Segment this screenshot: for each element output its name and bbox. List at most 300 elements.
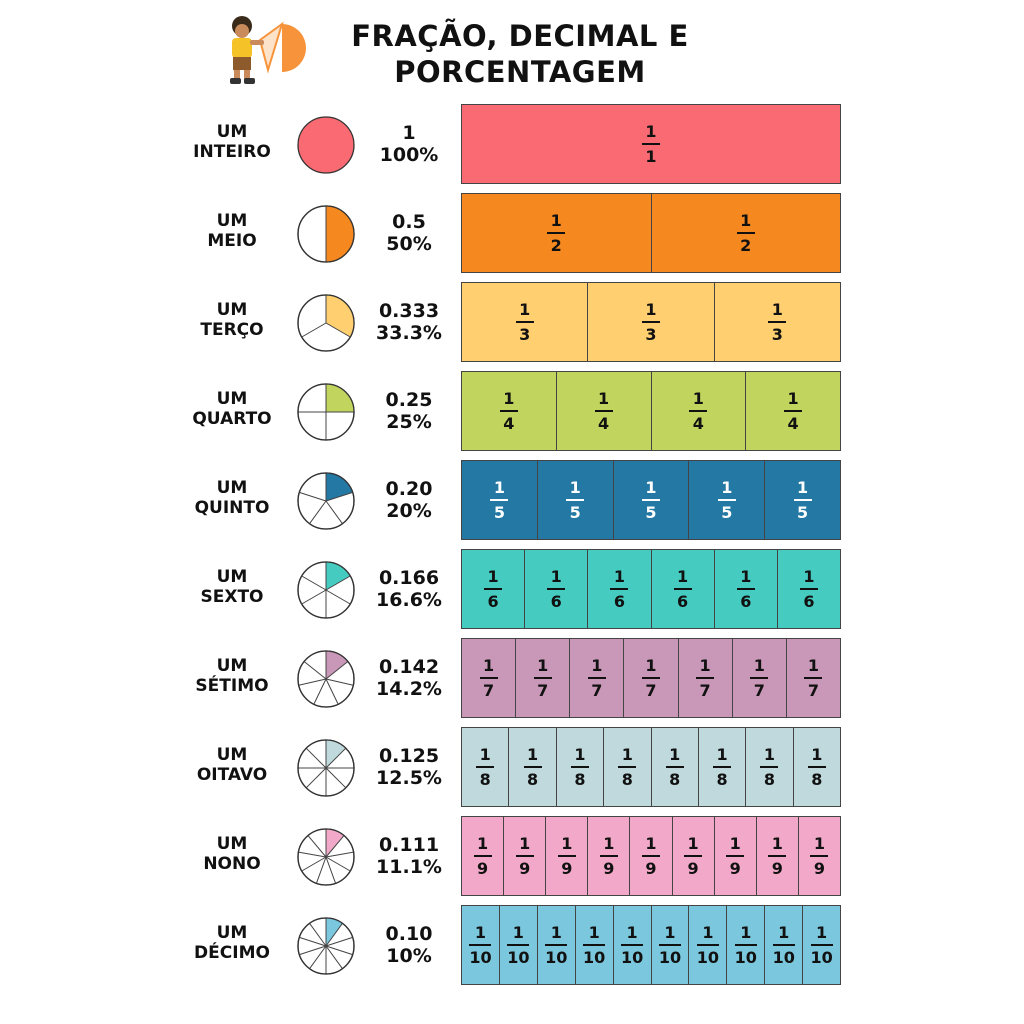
fraction-label <box>642 122 660 166</box>
fraction-bar-segment <box>545 817 587 895</box>
fraction-numerator: 1 <box>677 567 689 586</box>
fraction-denominator: 1 <box>645 147 657 166</box>
fraction-label <box>689 389 707 433</box>
fraction-line <box>583 944 605 946</box>
fraction-numerator: 1 <box>816 923 828 942</box>
fraction-pie <box>296 916 356 976</box>
fraction-line <box>476 766 494 768</box>
fraction-denominator: 4 <box>692 414 704 433</box>
fraction-denominator: 2 <box>550 236 562 255</box>
fraction-bar-segment <box>508 728 555 806</box>
fraction-bar-segment <box>678 639 732 717</box>
page-title <box>300 18 740 90</box>
fraction-denominator: 10 <box>545 948 568 967</box>
fraction-bar-segment <box>688 906 726 984</box>
fraction-bar-segment <box>613 906 651 984</box>
fraction-numerator: 1 <box>778 923 790 942</box>
fraction-denominator: 7 <box>753 681 765 700</box>
fraction-label <box>760 745 778 789</box>
fraction-bar <box>461 549 841 629</box>
fraction-numerator: 1 <box>687 834 699 853</box>
fraction-denominator: 7 <box>591 681 603 700</box>
fraction-line <box>713 766 731 768</box>
fraction-denominator: 8 <box>574 770 586 789</box>
fraction-denominator: 7 <box>807 681 819 700</box>
fraction-label <box>547 211 565 255</box>
fraction-numerator: 1 <box>811 745 823 764</box>
fraction-denominator: 10 <box>507 948 530 967</box>
fraction-label <box>610 567 628 611</box>
fraction-denominator: 6 <box>740 592 752 611</box>
fraction-line <box>547 588 565 590</box>
fraction-line <box>642 143 660 145</box>
fraction-line <box>490 499 508 501</box>
fraction-line <box>750 677 768 679</box>
fraction-label <box>476 745 494 789</box>
fraction-values <box>366 656 452 700</box>
fraction-numerator: 1 <box>561 834 573 853</box>
fraction-line <box>642 677 660 679</box>
decimal-value: 0.25 <box>385 389 433 411</box>
fraction-numerator: 1 <box>702 923 714 942</box>
fraction-denominator: 4 <box>787 414 799 433</box>
fraction-numerator: 1 <box>645 122 657 141</box>
fraction-bar-segment <box>793 728 840 806</box>
fraction-label <box>583 923 605 967</box>
fraction-numerator: 1 <box>537 656 549 675</box>
fraction-line <box>804 677 822 679</box>
fraction-name-line-2: QUARTO <box>192 409 272 429</box>
fraction-denominator: 8 <box>479 770 491 789</box>
fraction-denominator: 7 <box>645 681 657 700</box>
fraction-label <box>524 745 542 789</box>
fraction-denominator: 6 <box>803 592 815 611</box>
fraction-label <box>737 211 755 255</box>
fraction-label <box>547 567 565 611</box>
decimal-value: 0.125 <box>378 745 440 767</box>
fraction-denominator: 8 <box>811 770 823 789</box>
fraction-numerator: 1 <box>476 834 489 853</box>
fraction-numerator: 1 <box>550 567 562 586</box>
fraction-name-line-2: QUINTO <box>194 498 270 518</box>
fraction-values <box>366 478 452 522</box>
fraction-line <box>810 855 828 857</box>
fraction-line <box>642 855 660 857</box>
fraction-bar-segment <box>802 906 840 984</box>
fraction-name <box>180 389 284 429</box>
fraction-bar-segment <box>745 728 792 806</box>
fraction-label <box>484 567 502 611</box>
fraction-label <box>735 923 757 967</box>
percent-value: 100% <box>379 144 439 166</box>
fraction-line <box>735 944 757 946</box>
fraction-bar <box>461 193 841 273</box>
fraction-denominator: 10 <box>734 948 757 967</box>
fraction-numerator: 1 <box>645 478 657 497</box>
fraction-bar-segment <box>714 283 840 361</box>
title-line-1: FRAÇÃO, DECIMAL E <box>351 19 689 53</box>
fraction-line <box>595 410 613 412</box>
fraction-line <box>718 499 736 501</box>
fraction-line <box>516 321 534 323</box>
pie-circle <box>298 117 354 173</box>
fraction-bar-segment <box>462 728 508 806</box>
fraction-numerator: 1 <box>813 834 825 853</box>
fraction-line <box>480 677 498 679</box>
fraction-denominator: 8 <box>716 770 728 789</box>
fraction-numerator: 1 <box>740 923 752 942</box>
fraction-numerator: 1 <box>621 745 633 764</box>
fraction-bar-segment <box>556 728 603 806</box>
fraction-denominator: 9 <box>687 859 699 878</box>
fraction-numerator: 1 <box>526 745 539 764</box>
fraction-bar-segment <box>569 639 623 717</box>
fraction-bar-segment <box>462 283 587 361</box>
fraction-denominator: 10 <box>583 948 606 967</box>
fraction-denominator: 10 <box>658 948 682 967</box>
fraction-denominator: 6 <box>487 592 499 611</box>
fraction-line <box>794 499 812 501</box>
fraction-line <box>618 766 636 768</box>
fraction-numerator: 1 <box>740 567 752 586</box>
fraction-denominator: 10 <box>620 948 644 967</box>
fraction-label <box>595 389 613 433</box>
fraction-label <box>666 745 684 789</box>
fraction-name <box>180 834 284 874</box>
fraction-label <box>768 834 786 878</box>
fraction-bar-segment <box>623 639 677 717</box>
fraction-bar-segment <box>587 550 650 628</box>
percent-value: 11.1% <box>376 856 442 878</box>
fraction-line <box>684 855 702 857</box>
fraction-label <box>558 834 576 878</box>
fraction-numerator: 1 <box>664 923 676 942</box>
fraction-name-line-1: UM <box>216 656 248 676</box>
fraction-name-line-1: UM <box>216 300 248 320</box>
fraction-line <box>696 677 714 679</box>
fraction-values <box>366 300 452 344</box>
fraction-bar <box>461 638 841 718</box>
fraction-name-line-2: SEXTO <box>200 587 264 607</box>
fraction-denominator: 4 <box>598 414 610 433</box>
fraction-line <box>484 588 502 590</box>
fraction-bar-segment <box>688 461 764 539</box>
fraction-denominator: 9 <box>645 859 657 878</box>
fraction-line <box>784 410 802 412</box>
fraction-line <box>773 944 795 946</box>
fraction-denominator: 9 <box>771 859 783 878</box>
fraction-name-line-1: UM <box>216 389 248 409</box>
fraction-bar-segment <box>462 550 524 628</box>
decimal-value: 0.5 <box>392 211 426 233</box>
fraction-denominator: 6 <box>677 592 689 611</box>
fraction-line <box>524 766 542 768</box>
fraction-line <box>558 855 576 857</box>
fraction-denominator: 3 <box>519 325 531 344</box>
fraction-bar-segment <box>651 728 698 806</box>
fraction-numerator: 1 <box>550 923 562 942</box>
fraction-pie <box>296 382 356 442</box>
fraction-numerator: 1 <box>771 300 783 319</box>
fraction-denominator: 9 <box>813 859 825 878</box>
fraction-bar-segment <box>672 817 714 895</box>
fraction-line <box>500 410 518 412</box>
fraction-numerator: 1 <box>591 656 603 675</box>
fraction-label <box>642 834 660 878</box>
fraction-numerator: 1 <box>807 656 819 675</box>
fraction-bar-segment <box>587 283 713 361</box>
fraction-bar-segment <box>698 728 745 806</box>
fraction-denominator: 10 <box>469 948 492 967</box>
fraction-pie <box>296 204 356 264</box>
fraction-denominator: 5 <box>645 503 657 522</box>
percent-value: 10% <box>386 945 432 967</box>
fraction-numerator: 1 <box>645 656 657 675</box>
fraction-line <box>659 944 681 946</box>
fraction-numerator: 1 <box>598 389 610 408</box>
fraction-label <box>621 923 643 967</box>
fraction-numerator: 1 <box>487 567 499 586</box>
fraction-denominator: 7 <box>482 681 495 700</box>
fraction-numerator: 1 <box>699 656 711 675</box>
title-line-2: PORCENTAGEM <box>394 55 646 89</box>
fraction-pie <box>296 649 356 709</box>
fraction-denominator: 9 <box>519 859 531 878</box>
fraction-line <box>566 499 584 501</box>
fraction-numerator: 1 <box>669 745 681 764</box>
fraction-bar-segment <box>575 906 613 984</box>
fraction-bar-segment <box>732 639 786 717</box>
fraction-bar-segment <box>587 817 629 895</box>
fraction-numerator: 1 <box>574 745 586 764</box>
fraction-bar-segment <box>651 906 689 984</box>
fraction-denominator: 3 <box>771 325 783 344</box>
fraction-numerator: 1 <box>771 834 783 853</box>
percent-value: 25% <box>386 411 432 433</box>
fraction-numerator: 1 <box>787 389 799 408</box>
fraction-denominator: 9 <box>561 859 573 878</box>
fraction-numerator: 1 <box>519 834 531 853</box>
fraction-line <box>737 588 755 590</box>
fraction-label <box>684 834 702 878</box>
fraction-label <box>534 656 552 700</box>
fraction-label <box>500 389 518 433</box>
fraction-denominator: 7 <box>537 681 549 700</box>
fraction-numerator: 1 <box>753 656 765 675</box>
fraction-bar <box>461 460 841 540</box>
percent-value: 33.3% <box>376 322 442 344</box>
fraction-name <box>180 122 284 162</box>
fraction-name <box>180 923 284 963</box>
fraction-denominator: 8 <box>763 770 775 789</box>
fraction-numerator: 1 <box>645 300 657 319</box>
fraction-denominator: 6 <box>550 592 562 611</box>
fraction-label <box>784 389 802 433</box>
fraction-numerator: 1 <box>493 478 505 497</box>
fraction-line <box>674 588 692 590</box>
fraction-bar-segment <box>462 461 537 539</box>
fraction-denominator: 8 <box>526 770 539 789</box>
fraction-name <box>180 211 284 251</box>
fraction-name-line-2: SÉTIMO <box>195 676 269 696</box>
fraction-denominator: 8 <box>669 770 681 789</box>
fraction-line <box>689 410 707 412</box>
fraction-numerator: 1 <box>721 478 733 497</box>
fraction-bar-segment <box>629 817 671 895</box>
fraction-label <box>642 656 660 700</box>
fraction-label <box>545 923 567 967</box>
fraction-label <box>810 923 832 967</box>
fraction-line <box>800 588 818 590</box>
fraction-bar-segment <box>462 906 499 984</box>
percent-value: 50% <box>386 233 432 255</box>
kid-with-pie-illustration <box>214 12 314 86</box>
fraction-name <box>180 478 284 518</box>
fraction-pie <box>296 471 356 531</box>
fraction-label <box>516 834 534 878</box>
fraction-line <box>737 232 755 234</box>
fraction-bar-segment <box>714 817 756 895</box>
fraction-line <box>507 944 529 946</box>
fraction-pie <box>296 560 356 620</box>
fraction-bar-segment <box>515 639 569 717</box>
fraction-numerator: 1 <box>740 211 752 230</box>
fraction-bar-segment <box>556 372 651 450</box>
percent-value: 16.6% <box>376 589 442 611</box>
fraction-denominator: 10 <box>772 948 795 967</box>
fraction-line <box>726 855 744 857</box>
fraction-values <box>366 923 452 967</box>
pie-filled-slice <box>326 206 354 262</box>
fraction-denominator: 4 <box>503 414 515 433</box>
fraction-line <box>474 855 492 857</box>
fraction-denominator: 9 <box>603 859 615 878</box>
fraction-denominator: 7 <box>699 681 711 700</box>
decimal-value: 0.166 <box>378 567 440 589</box>
fraction-bar-segment <box>537 906 575 984</box>
fraction-denominator: 2 <box>740 236 752 255</box>
fraction-line <box>808 766 826 768</box>
fraction-bar-segment <box>503 817 545 895</box>
fraction-numerator: 1 <box>503 389 515 408</box>
fraction-values <box>366 211 452 255</box>
fraction-bar <box>461 816 841 896</box>
fraction-line <box>760 766 778 768</box>
fraction-line <box>547 232 565 234</box>
fraction-line <box>666 766 684 768</box>
fraction-label <box>696 656 714 700</box>
fraction-label <box>773 923 795 967</box>
decimal-value: 0.10 <box>385 923 433 945</box>
fraction-name-line-2: TERÇO <box>200 320 264 340</box>
fraction-line <box>600 855 618 857</box>
fraction-label <box>490 478 508 522</box>
fraction-denominator: 6 <box>613 592 625 611</box>
fraction-bar-segment <box>499 906 537 984</box>
fraction-label <box>810 834 828 878</box>
fraction-numerator: 1 <box>550 211 562 230</box>
fraction-bar-segment <box>651 194 841 272</box>
fraction-numerator: 1 <box>512 923 524 942</box>
fraction-numerator: 1 <box>763 745 775 764</box>
fraction-bar <box>461 905 841 985</box>
fraction-line <box>697 944 719 946</box>
fraction-name-line-1: UM <box>216 478 248 498</box>
fraction-denominator: 9 <box>729 859 741 878</box>
fraction-bar-segment <box>651 372 746 450</box>
fraction-pie <box>296 738 356 798</box>
fraction-label <box>794 478 812 522</box>
fraction-label <box>507 923 529 967</box>
decimal-value: 1 <box>402 122 416 144</box>
decimal-value: 0.333 <box>378 300 440 322</box>
fraction-denominator: 10 <box>810 948 833 967</box>
fraction-numerator: 1 <box>474 923 487 942</box>
fraction-label <box>618 745 636 789</box>
fraction-label <box>516 300 534 344</box>
fraction-name-line-1: UM <box>216 211 248 231</box>
fraction-numerator: 1 <box>803 567 815 586</box>
fraction-name-line-2: NONO <box>203 854 261 874</box>
fraction-name-line-2: DÉCIMO <box>194 943 270 963</box>
fraction-bar-segment <box>613 461 689 539</box>
fraction-label <box>642 300 660 344</box>
fraction-bar <box>461 104 841 184</box>
percent-value: 14.2% <box>376 678 442 700</box>
fraction-denominator: 8 <box>621 770 633 789</box>
fraction-bar-segment <box>462 372 556 450</box>
fraction-bar-segment <box>462 105 840 183</box>
fraction-denominator: 5 <box>721 503 733 522</box>
fraction-label <box>642 478 660 522</box>
fraction-denominator: 5 <box>493 503 505 522</box>
fraction-bar-segment <box>726 906 764 984</box>
fraction-numerator: 1 <box>569 478 581 497</box>
fraction-name <box>180 656 284 696</box>
fraction-label <box>750 656 768 700</box>
fraction-bar-segment <box>524 550 587 628</box>
fraction-pie <box>296 827 356 887</box>
fraction-bar-segment <box>764 461 840 539</box>
fraction-denominator: 5 <box>569 503 581 522</box>
fraction-label <box>718 478 736 522</box>
fraction-name-line-1: UM <box>216 834 248 854</box>
fraction-bar-segment <box>745 372 840 450</box>
fraction-label <box>804 656 822 700</box>
fraction-line <box>642 321 660 323</box>
fraction-bar-segment <box>462 639 515 717</box>
fraction-label <box>480 656 498 700</box>
fraction-label <box>600 834 618 878</box>
fraction-bar-segment <box>777 550 840 628</box>
fraction-name-line-2: INTEIRO <box>193 142 271 162</box>
fraction-bar <box>461 282 841 362</box>
fraction-denominator: 3 <box>645 325 657 344</box>
fraction-label <box>726 834 744 878</box>
fraction-label <box>566 478 584 522</box>
fraction-line <box>768 321 786 323</box>
fraction-label <box>808 745 826 789</box>
fraction-numerator: 1 <box>692 389 704 408</box>
fraction-values <box>366 567 452 611</box>
fraction-pie <box>296 115 356 175</box>
fraction-name-line-2: OITAVO <box>196 765 268 785</box>
fraction-numerator: 1 <box>482 656 495 675</box>
fraction-label <box>474 834 492 878</box>
fraction-name <box>180 745 284 785</box>
fraction-name-line-1: UM <box>216 923 248 943</box>
fraction-bar-segment <box>764 906 802 984</box>
